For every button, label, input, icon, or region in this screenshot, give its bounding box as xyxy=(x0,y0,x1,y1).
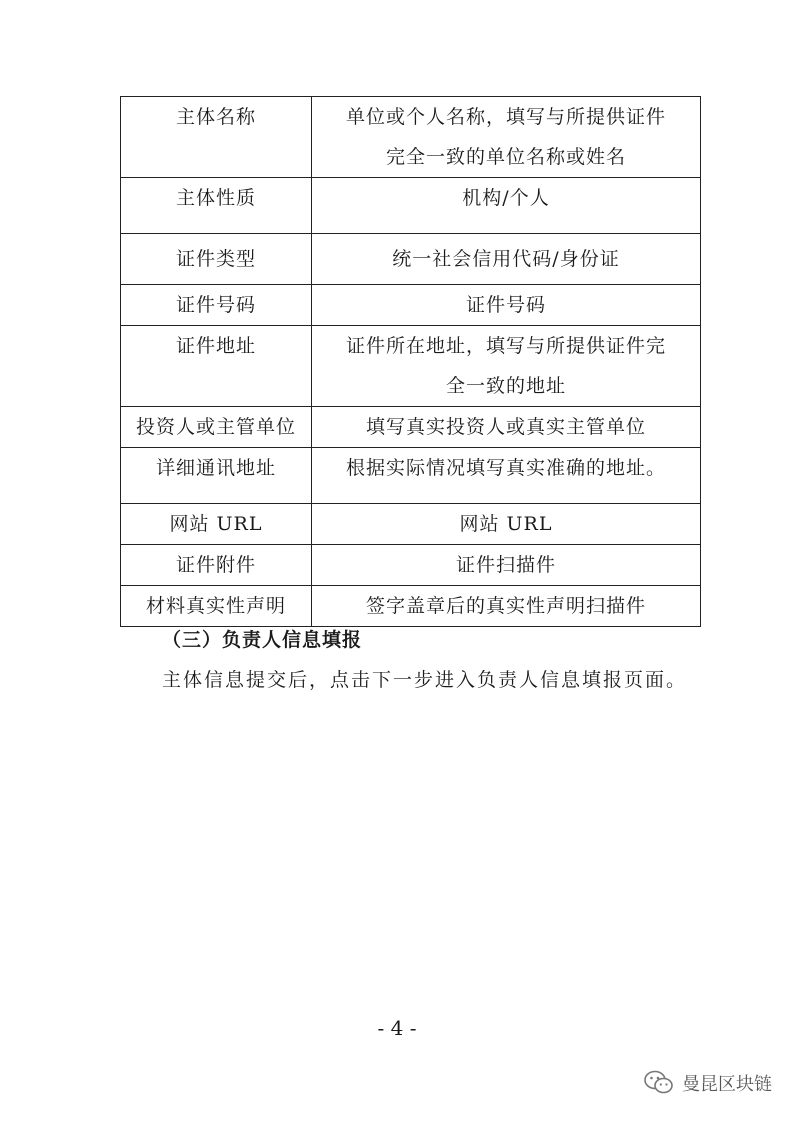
table-row xyxy=(121,326,701,407)
table-row xyxy=(121,407,701,448)
row-value: 统一社会信用代码/身份证 xyxy=(312,234,701,285)
row-value-line: 全一致的地址 xyxy=(445,375,566,397)
row-value xyxy=(312,97,701,178)
row-value xyxy=(312,326,701,407)
row-label: 网站 URL xyxy=(121,504,312,545)
row-value-line: 完全一致的单位名称或姓名 xyxy=(385,146,626,168)
row-value: 网站 URL xyxy=(312,504,701,545)
row-label: 证件号码 xyxy=(121,285,312,326)
row-label: 证件类型 xyxy=(121,234,312,285)
row-value: 证件号码 xyxy=(312,285,701,326)
table-row xyxy=(121,545,701,586)
row-value: 签字盖章后的真实性声明扫描件 xyxy=(312,586,701,627)
row-label: 详细通讯地址 xyxy=(121,448,312,504)
row-label: 证件地址 xyxy=(121,326,312,407)
table-row xyxy=(121,586,701,627)
row-value: 根据实际情况填写真实准确的地址。 xyxy=(312,448,701,504)
row-label: 主体名称 xyxy=(121,97,312,178)
wechat-icon xyxy=(644,1070,674,1096)
table-row xyxy=(121,504,701,545)
subject-info-table xyxy=(120,96,701,627)
row-label: 投资人或主管单位 xyxy=(121,407,312,448)
row-label: 主体性质 xyxy=(121,178,312,234)
watermark-text: 曼昆区块链 xyxy=(682,1074,772,1095)
row-value-line: 单位或个人名称，填写与所提供证件 xyxy=(345,106,666,128)
section-heading: （三）负责人信息填报 xyxy=(162,629,363,651)
row-value: 证件扫描件 xyxy=(312,545,701,586)
table-row xyxy=(121,97,701,178)
row-value-line: 证件所在地址，填写与所提供证件完 xyxy=(345,335,666,357)
row-value: 机构/个人 xyxy=(312,178,701,234)
account-watermark xyxy=(644,1070,772,1096)
table-row xyxy=(121,285,701,326)
page-number: - 4 - xyxy=(377,1016,417,1040)
table-row xyxy=(121,448,701,504)
table-row xyxy=(121,234,701,285)
row-value: 填写真实投资人或真实主管单位 xyxy=(312,407,701,448)
body-paragraph: 主体信息提交后，点击下一步进入负责人信息填报页面。 xyxy=(162,669,688,691)
table-row xyxy=(121,178,701,234)
row-label: 证件附件 xyxy=(121,545,312,586)
row-label: 材料真实性声明 xyxy=(121,586,312,627)
